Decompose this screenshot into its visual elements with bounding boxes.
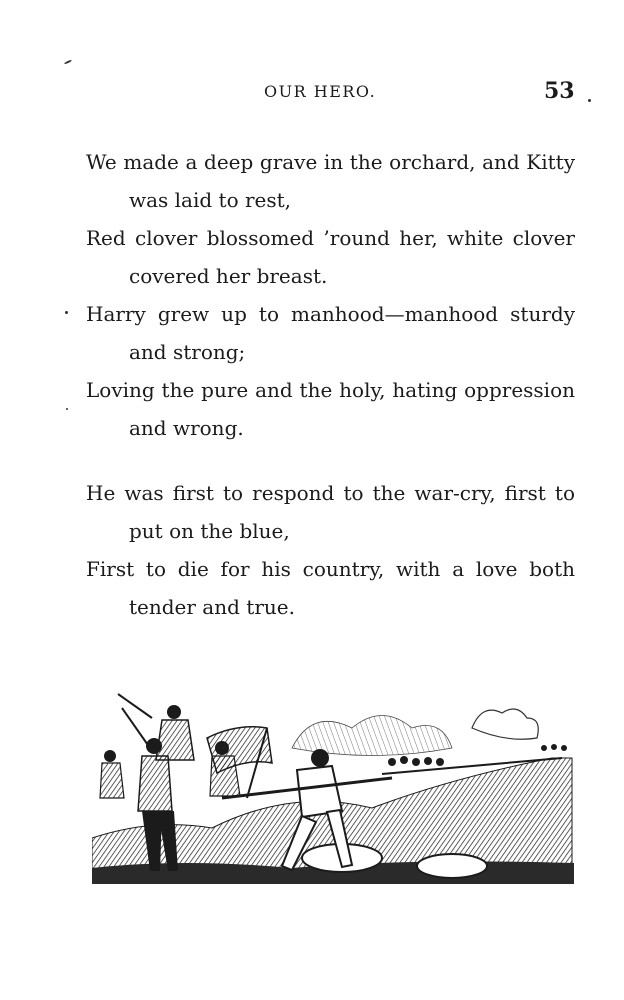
scan-speck bbox=[66, 408, 68, 410]
scan-speck bbox=[588, 99, 591, 102]
verse-line: First to die for his country, with a love both bbox=[86, 557, 575, 581]
page-number: 53 bbox=[544, 78, 575, 104]
running-title: OUR HERO. bbox=[264, 82, 377, 101]
poem-body bbox=[0, 143, 624, 653]
page-header bbox=[0, 78, 624, 108]
verse-line-continuation: was laid to rest, bbox=[129, 188, 292, 212]
verse-line-continuation: put on the blue, bbox=[129, 519, 290, 543]
verse-line-continuation: and wrong. bbox=[129, 416, 244, 440]
verse-line: We made a deep grave in the orchard, and Kitty bbox=[86, 150, 575, 174]
verse-line-continuation: and strong; bbox=[129, 340, 246, 364]
scan-speck bbox=[64, 59, 72, 64]
verse-line: He was first to respond to the war-cry, first to bbox=[86, 481, 575, 505]
battle-engraving bbox=[92, 688, 574, 884]
verse-line-continuation: tender and true. bbox=[129, 595, 295, 619]
scan-speck bbox=[65, 311, 68, 314]
verse-line-continuation: covered her breast. bbox=[129, 264, 328, 288]
stanza bbox=[0, 143, 624, 447]
verse-line: Red clover blossomed ’round her, white clover bbox=[86, 226, 575, 250]
stanza bbox=[0, 474, 624, 626]
verse-line: Harry grew up to manhood—manhood sturdy bbox=[86, 302, 575, 326]
verse-line: Loving the pure and the holy, hating oppression bbox=[86, 378, 575, 402]
